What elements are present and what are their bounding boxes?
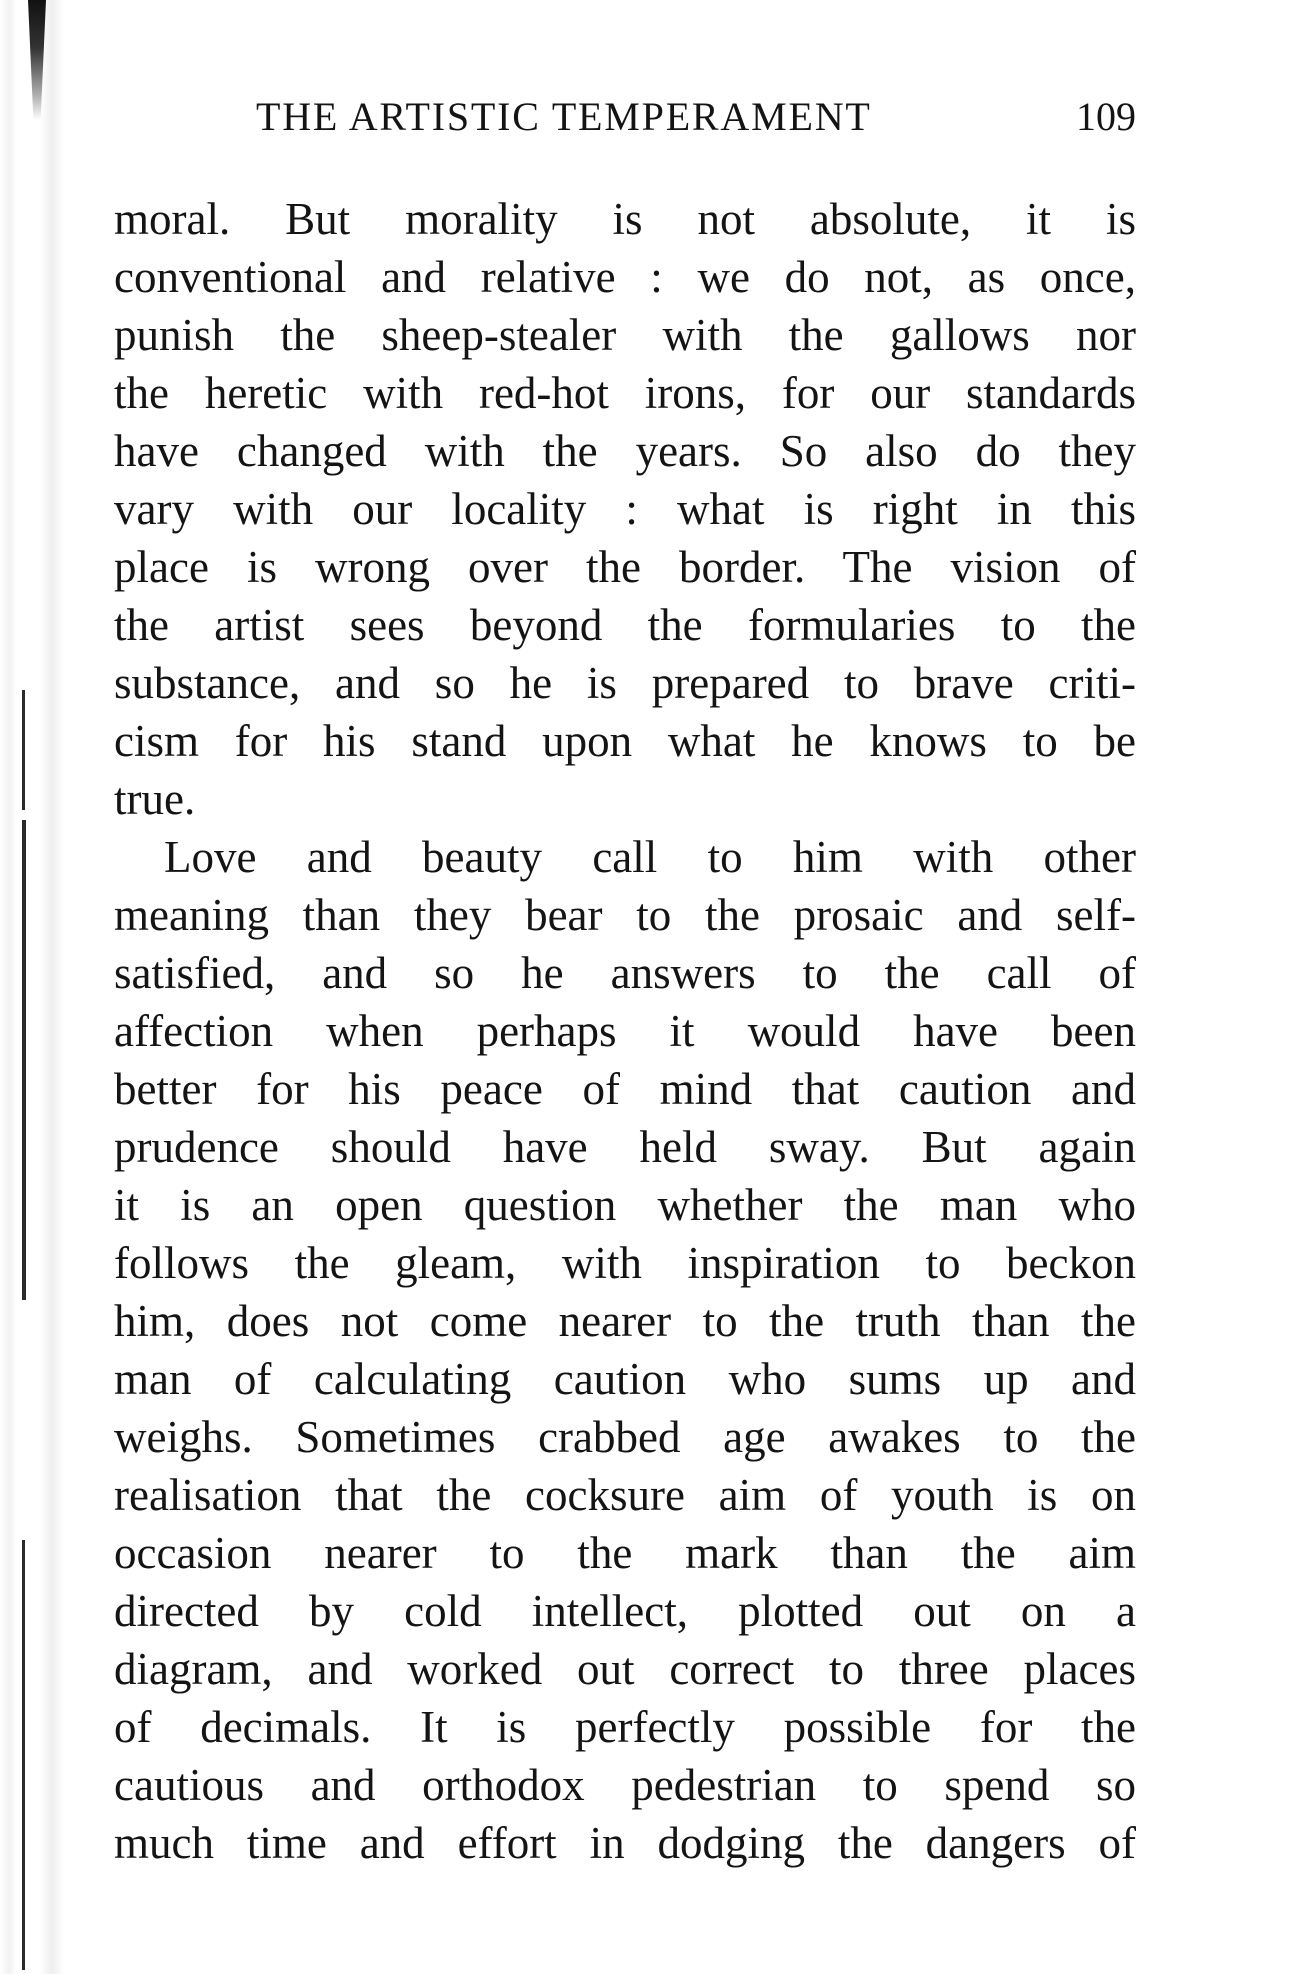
text-line: much time and effort in dodging the dangers of — [114, 1818, 1136, 1868]
text-line: prudence should have held sway. But again — [114, 1122, 1136, 1172]
text-line: conventional and relative : we do not, as once, — [114, 252, 1136, 302]
text-line: cautious and orthodox pedestrian to spend so — [114, 1760, 1136, 1810]
text-line: occasion nearer to the mark than the aim — [114, 1528, 1136, 1578]
text-line: Love and beauty call to him with other — [164, 832, 1136, 882]
text-line: man of calculating caution who sums up and — [114, 1354, 1136, 1404]
text-line: the artist sees beyond the formularies to the — [114, 600, 1136, 650]
text-line: better for his peace of mind that caution and — [114, 1064, 1136, 1114]
text-line: it is an open question whether the man who — [114, 1180, 1136, 1230]
text-line: cism for his stand upon what he knows to be — [114, 716, 1136, 766]
text-line: have changed with the years. So also do they — [114, 426, 1136, 476]
binding-edge-line — [22, 1540, 25, 1970]
text-line: punish the sheep-stealer with the gallows nor — [114, 310, 1136, 360]
page-number: 109 — [1076, 94, 1136, 139]
text-line: him, does not come nearer to the truth than the — [114, 1296, 1136, 1346]
body-text — [114, 190, 1136, 1872]
text-line: substance, and so he is prepared to brave criti- — [114, 658, 1136, 708]
text-line: satisfied, and so he answers to the call of — [114, 948, 1136, 998]
binding-edge-line — [22, 820, 26, 1300]
paragraph — [114, 190, 1136, 828]
running-title: THE ARTISTIC TEMPERAMENT — [256, 94, 872, 139]
text-line: directed by cold intellect, plotted out on a — [114, 1586, 1136, 1636]
text-line: follows the gleam, with inspiration to beckon — [114, 1238, 1136, 1288]
text-line: the heretic with red-hot irons, for our standards — [114, 368, 1136, 418]
paragraph — [114, 828, 1136, 1872]
binding-gutter — [0, 0, 70, 1974]
text-line: meaning than they bear to the prosaic and self- — [114, 890, 1136, 940]
text-line: place is wrong over the border. The vision of — [114, 542, 1136, 592]
page-header — [114, 92, 1136, 142]
binding-shadow-mark — [28, 0, 46, 120]
text-line: weighs. Sometimes crabbed age awakes to the — [114, 1412, 1136, 1462]
text-line: affection when perhaps it would have been — [114, 1006, 1136, 1056]
text-line: diagram, and worked out correct to three places — [114, 1644, 1136, 1694]
text-line: vary with our locality : what is right in this — [114, 484, 1136, 534]
binding-edge-line — [22, 690, 25, 810]
text-line: moral. But morality is not absolute, it is — [114, 194, 1136, 244]
text-line: of decimals. It is perfectly possible for the — [114, 1702, 1136, 1752]
text-line: realisation that the cocksure aim of youth is on — [114, 1470, 1136, 1520]
text-line: true. — [114, 774, 196, 824]
